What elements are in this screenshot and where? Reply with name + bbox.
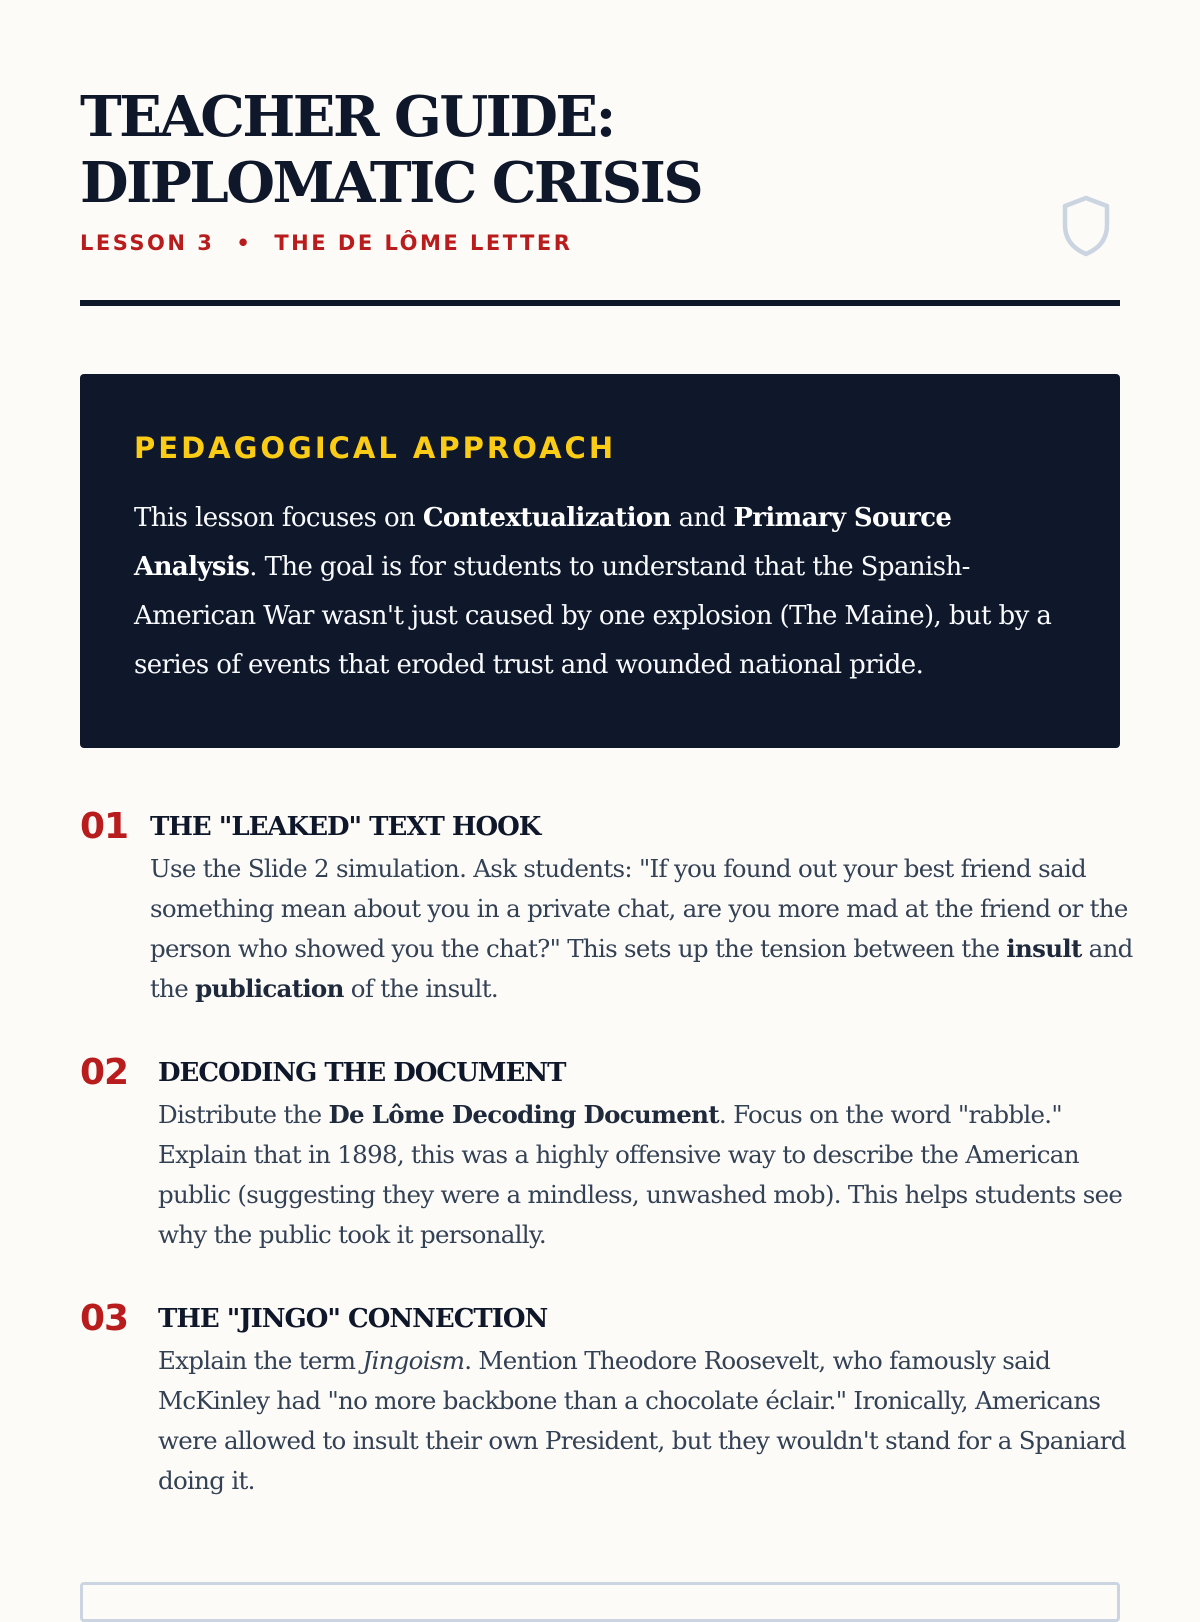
page-title: TEACHER GUIDE: DIPLOMATIC CRISIS xyxy=(80,84,702,216)
step-title: DECODING THE DOCUMENT xyxy=(158,1058,566,1088)
header-divider xyxy=(80,300,1120,306)
approach-text-part: . The goal is for students to understand that the Spanish-American War wasn't just caused by one explosion (The Maine), but by a series of events that eroded trust and wounded national pride. xyxy=(134,552,1052,680)
step-number: 02 xyxy=(80,1052,129,1093)
step-body xyxy=(158,1297,1140,1501)
step-text-part: and the xyxy=(150,934,1133,1003)
shield-icon xyxy=(1060,194,1112,258)
approach-bold-contextualization: Contextualization xyxy=(422,503,671,533)
pedagogical-approach-box xyxy=(80,374,1120,748)
step-bold-publication: publication xyxy=(195,974,344,1003)
step-text-part: of the insult. xyxy=(343,974,498,1003)
step-body xyxy=(158,1051,1140,1255)
step-text-part: Distribute the xyxy=(158,1100,329,1129)
step-text-part: Use the Slide 2 simulation. Ask students: "If you found out your best friend said something mean about you in a private chat, are you more mad at the friend or the person who showed you the chat?" This sets up the tension between the xyxy=(150,854,1128,963)
step-text xyxy=(158,1095,1140,1255)
lesson-subtitle xyxy=(80,230,572,256)
step-text-part: . Focus on the word "rabble." Explain that in 1898, this was a highly offensive way to describe the American public (suggesting they were a mindless, unwashed mob). This helps students see why the public took it personally. xyxy=(158,1100,1123,1249)
next-section-box xyxy=(80,1582,1120,1622)
step-number: 01 xyxy=(80,806,129,847)
step-text-part: . Mention Theodore Roosevelt, who famously said McKinley had "no more backbone than a chocolate éclair." Ironically, Americans were allowed to insult their own President, but they wouldn't stand for a Spaniard doing it. xyxy=(158,1346,1126,1495)
step-bold-insult: insult xyxy=(1006,934,1082,963)
approach-text xyxy=(134,494,1066,690)
lesson-topic: THE DE LÔME LETTER xyxy=(274,231,573,255)
step-text-part: Explain the term xyxy=(158,1346,363,1375)
step-text xyxy=(150,849,1140,1009)
step-text xyxy=(158,1341,1140,1501)
approach-text-part: This lesson focuses on xyxy=(134,503,423,533)
approach-heading: PEDAGOGICAL APPROACH xyxy=(134,431,617,465)
step-number: 03 xyxy=(80,1298,129,1339)
subtitle-separator: • xyxy=(236,231,253,255)
approach-bold-primary-source: Primary Source Analysis xyxy=(134,503,952,582)
lesson-number: LESSON 3 xyxy=(80,231,215,255)
step-bold-document: De Lôme Decoding Document xyxy=(328,1100,719,1129)
step-title: THE "JINGO" CONNECTION xyxy=(158,1304,548,1334)
step-body xyxy=(150,805,1140,1009)
step-title: THE "LEAKED" TEXT HOOK xyxy=(150,812,541,842)
step-italic-jingoism: Jingoism xyxy=(362,1346,465,1375)
approach-text-part: and xyxy=(670,503,734,533)
